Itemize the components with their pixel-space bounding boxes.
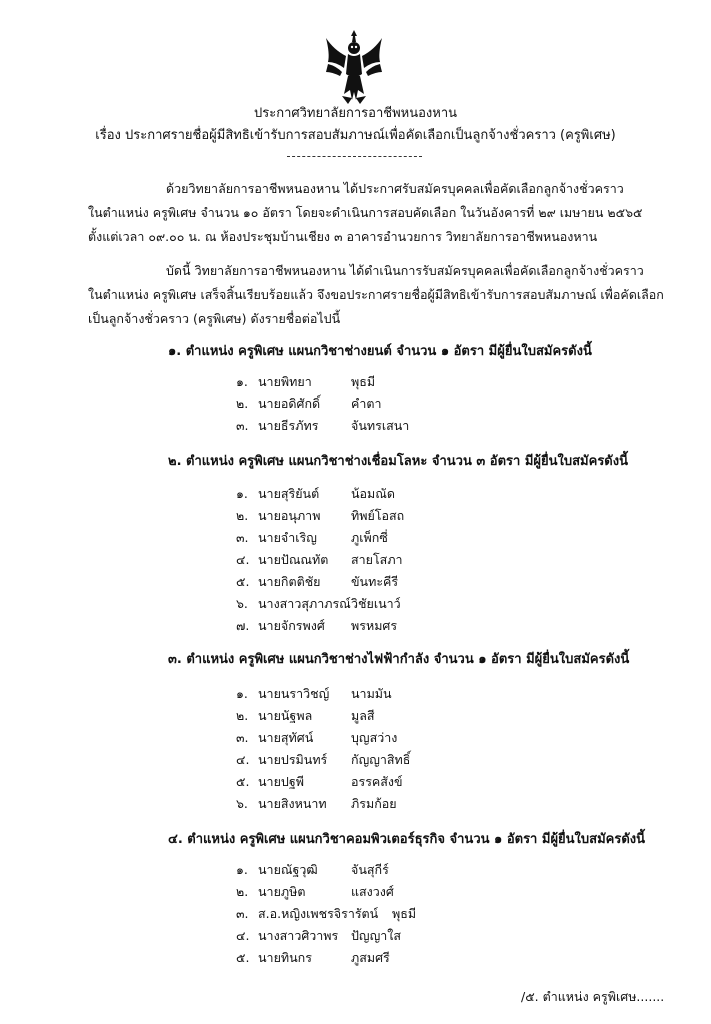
item-number: ๒. — [236, 884, 249, 899]
person-name: นายภูษิต — [258, 884, 306, 899]
person-surname: ทิพย์โอสถ — [351, 508, 405, 523]
person-name: นายจักรพงศ์ — [258, 618, 325, 633]
person-surname: พุธมี — [351, 374, 376, 389]
person-surname: แสงวงศ์ — [351, 884, 394, 899]
person-surname: วิชัยเนาว์ — [351, 596, 401, 611]
person-surname: ภูเพ็กซี่ — [351, 530, 388, 545]
person-surname: บุญสว่าง — [351, 730, 398, 745]
item-number: ๖. — [236, 796, 248, 811]
person-surname: ขันทะคีรี — [351, 574, 399, 589]
person-surname: ภิรมก้อย — [351, 796, 397, 811]
person-surname: อรรคสังข์ — [351, 774, 403, 789]
person-name: นางสาวสุภาภรณ์ — [258, 596, 351, 611]
item-number: ๔. — [236, 552, 250, 567]
section-heading: ๓. ตำแหน่ง ครูพิเศษ แผนกวิชาช่างไฟฟ้ากำลัง จำนวน ๑ อัตรา มีผู้ยื่นใบสมัครดังนี้ — [168, 652, 630, 667]
person-surname: คำตา — [351, 396, 382, 411]
item-number: ๑. — [236, 486, 248, 501]
person-surname: ปัญญาใส — [351, 928, 401, 943]
person-surname: จันสุกีร์ — [351, 862, 389, 877]
person-name: นายทินกร — [258, 950, 312, 965]
person-name: นายปัณณทัต — [258, 552, 329, 567]
paragraph-line: ด้วยวิทยาลัยการอาชีพหนองหาน ได้ประกาศรับสมัครบุคคลเพื่อคัดเลือกลูกจ้างชั่วคราว — [166, 181, 624, 196]
section-heading: ๒. ตำแหน่ง ครูพิเศษ แผนกวิชาช่างเชื่อมโลหะ จำนวน ๓ อัตรา มีผู้ยื่นใบสมัครดังนี้ — [168, 454, 628, 469]
item-number: ๒. — [236, 396, 249, 411]
paragraph-line: ในตำแหน่ง ครูพิเศษ จำนวน ๑๐ อัตรา โดยจะดำเนินการสอบคัดเลือก ในวันอังคารที่ ๒๙ เมษายน ๒๕๖๕ — [88, 205, 643, 220]
person-name: นายจำเริญ — [258, 530, 317, 545]
item-number: ๕. — [236, 574, 250, 589]
person-name: นายสิงหนาท — [258, 796, 327, 811]
item-number: ๒. — [236, 708, 249, 723]
person-surname: กัญญาสิทธิ์ — [351, 752, 411, 767]
header-divider — [287, 156, 422, 157]
item-number: ๓. — [236, 530, 249, 545]
person-name: นายปฐพี — [258, 774, 304, 789]
item-number: ๖. — [236, 596, 248, 611]
paragraph-line: บัดนี้ วิทยาลัยการอาชีพหนองหาน ได้ดำเนินการรับสมัครบุคคลเพื่อคัดเลือกลูกจ้างชั่วคราว — [166, 263, 644, 278]
person-name: นายณัฐวุฒิ — [258, 862, 318, 877]
person-name: นายปรมินทร์ — [258, 752, 328, 767]
continuation-note: /๕. ตำแหน่ง ครูพิเศษ....... — [521, 989, 665, 1004]
person-surname: นามมัน — [351, 686, 392, 701]
item-number: ๓. — [236, 906, 249, 921]
person-surname: สายโสภา — [351, 552, 403, 567]
document-subject: เรื่อง ประกาศรายชื่อผู้มีสิทธิเข้ารับการสอบสัมภาษณ์เพื่อคัดเลือกเป็นลูกจ้างชั่วคราว (ครูพิเศษ) — [95, 128, 616, 143]
item-number: ๕. — [236, 774, 250, 789]
person-surname: พุธมี — [392, 906, 417, 921]
person-surname: พรหมศร — [351, 618, 398, 633]
person-name: นายนัฐพล — [258, 708, 313, 723]
person-name: นายอดิศักดิ์ — [258, 396, 321, 411]
item-number: ๑. — [236, 862, 248, 877]
item-number: ๔. — [236, 752, 250, 767]
person-name: นายสุริยันต์ — [258, 486, 320, 501]
person-surname: จันทรเสนา — [351, 418, 410, 433]
item-number: ๗. — [236, 618, 250, 633]
item-number: ๓. — [236, 418, 249, 433]
person-name: นางสาวศิวาพร — [258, 928, 339, 943]
item-number: ๕. — [236, 950, 250, 965]
person-surname: ภูสมศรี — [351, 950, 390, 965]
section-heading: ๔. ตำแหน่ง ครูพิเศษ แผนกวิชาคอมพิวเตอร์ธุรกิจ จำนวน ๑ อัตรา มีผู้ยื่นใบสมัครดังนี้ — [168, 832, 646, 847]
person-name: ส.อ.หญิงเพชรจิรารัตน์ — [258, 906, 379, 921]
paragraph-line: ในตำแหน่ง ครูพิเศษ เสร็จสิ้นเรียบร้อยแล้ว จึงขอประกาศรายชื่อผู้มีสิทธิเข้ารับการสอบสัมภาษณ์ เพื่อคัดเลือก — [88, 287, 664, 302]
person-name: นายพิทยา — [258, 374, 312, 389]
paragraph-line: เป็นลูกจ้างชั่วคราว (ครูพิเศษ) ดังรายชื่อต่อไปนี้ — [88, 311, 341, 326]
person-surname: น้อมณัด — [351, 486, 396, 501]
person-name: นายธีรภัทร — [258, 418, 319, 433]
item-number: ๔. — [236, 928, 250, 943]
document-title: ประกาศวิทยาลัยการอาชีพหนองหาน — [253, 106, 458, 121]
person-name: นายอนุภาพ — [258, 508, 321, 523]
item-number: ๑. — [236, 686, 248, 701]
item-number: ๓. — [236, 730, 249, 745]
person-name: นายนราวิชญ์ — [258, 686, 330, 701]
garuda-emblem-icon — [322, 28, 386, 106]
item-number: ๑. — [236, 374, 248, 389]
item-number: ๒. — [236, 508, 249, 523]
person-surname: มูลสี — [351, 708, 375, 723]
paragraph-line: ตั้งแต่เวลา ๐๙.๐๐ น. ณ ห้องประชุมบ้านเชียง ๓ อาคารอำนวยการ วิทยาลัยการอาชีพหนองหาน — [88, 229, 598, 244]
person-name: นายสุทัศน์ — [258, 730, 314, 745]
person-name: นายกิตติชัย — [258, 574, 321, 589]
section-heading: ๑. ตำแหน่ง ครูพิเศษ แผนกวิชาช่างยนต์ จำนวน ๑ อัตรา มีผู้ยื่นใบสมัครดังนี้ — [168, 344, 592, 359]
